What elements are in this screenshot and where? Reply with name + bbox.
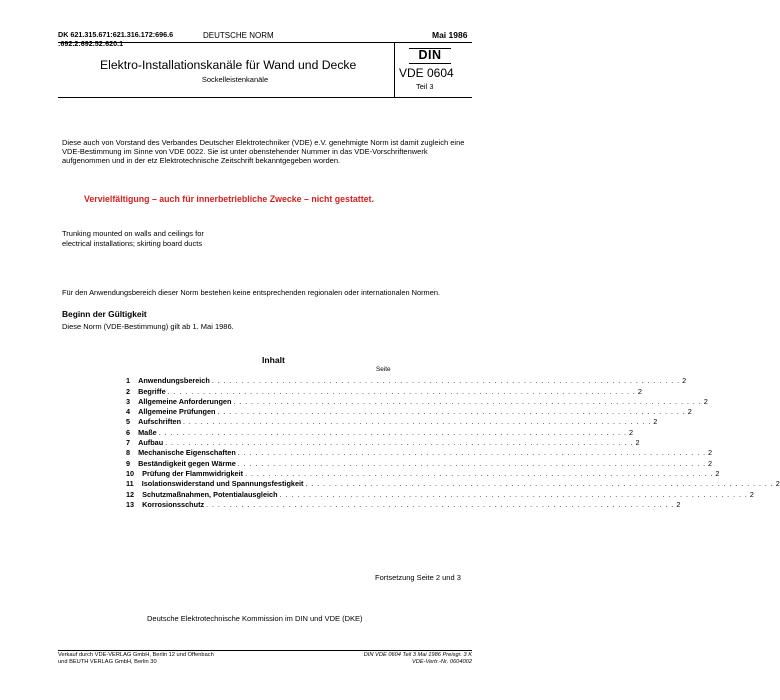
toc-entry — [126, 457, 713, 468]
toc-leader-dots: . . . . . . . . . . . . . . . . . . . . . . . . . . . . . . . . . . . . . . . . . . . . . . . . . . . . . . . . . . . . . . . . . . . . . . . . . . . . . . . . — [233, 398, 702, 406]
toc-entry — [126, 437, 640, 448]
toc-leader-dots: . . . . . . . . . . . . . . . . . . . . . . . . . . . . . . . . . . . . . . . . . . . . . . . . . . . . . . . . . . . . . . . . . . . . . . . . . . . . . . . . — [245, 470, 714, 478]
document-title: Elektro-Installationskanäle für Wand und Decke — [100, 58, 357, 72]
toc-entry — [126, 385, 642, 396]
toc-entry-page: 2 — [682, 376, 687, 386]
toc-entry-label: Schutzmaßnahmen, Potentialausgleich — [142, 489, 278, 499]
toc-leader-dots: . . . . . . . . . . . . . . . . . . . . . . . . . . . . . . . . . . . . . . . . . . . . . . . . . . . . . . . . . . . . . . . . . . . . . . . . . . . . . . . . — [165, 440, 634, 448]
toc-entry-label: Beständigkeit gegen Wärme — [138, 458, 236, 468]
toc-entry — [126, 375, 687, 386]
toc-entry-page: 2 — [749, 489, 754, 499]
toc-entry — [126, 416, 658, 427]
toc-entry-label: Maße — [138, 427, 157, 437]
toc-entry — [126, 499, 681, 509]
toc-entry-page: 2 — [635, 438, 640, 448]
toc-page-header: Seite — [376, 366, 391, 373]
toc-entry-label: Allgemeine Prüfungen — [138, 407, 216, 417]
vde-number: VDE 0604 — [399, 66, 454, 80]
toc-entry-label: Allgemeine Anforderungen — [138, 396, 232, 406]
toc-title: Inhalt — [262, 355, 285, 365]
toc-entry — [126, 478, 780, 489]
footer-publisher — [58, 652, 214, 666]
toc-entry-number: 1 — [126, 376, 131, 386]
toc-entry-number: 2 — [126, 386, 131, 396]
toc-entry-page: 2 — [715, 468, 720, 478]
footer-publisher-line-2: und BEUTH VERLAG GmbH, Berlin 30 — [58, 659, 157, 665]
toc-entry-number: 6 — [126, 427, 131, 437]
toc-list — [126, 375, 780, 509]
toc-entry-label: Begriffe — [138, 386, 166, 396]
footer-publisher-line-1: Verkauf durch VDE-VERLAG GmbH, Berlin 12 und Offenbach — [58, 652, 214, 658]
copy-warning: Vervielfältigung – auch für innerbetriebliche Zwecke – nicht gestattet. — [84, 194, 374, 204]
toc-entry — [126, 447, 713, 458]
toc-entry-label: Prüfung der Flammwidrigkeit — [142, 468, 244, 478]
toc-entry-page: 2 — [703, 396, 708, 406]
footer-reference-line-1: DIN VDE 0604 Teil 3 Mai 1986 Preisgr. 3 K — [363, 652, 472, 658]
din-logo: DIN — [409, 48, 451, 64]
dk-line-2: :692.2:692.52:620.1 — [58, 39, 124, 48]
toc-leader-dots: . . . . . . . . . . . . . . . . . . . . . . . . . . . . . . . . . . . . . . . . . . . . . . . . . . . . . . . . . . . . . . . . . . . . . . . . . . . . . . . . — [237, 450, 707, 458]
intro-paragraph: Diese auch von Vorstand des Verbandes Deutscher Elektrotechniker (VDE) e.V. genehmigte Norm ist damit zugleich eine VDE-Bestimmung im Sinne von VDE 0022. Sie ist unter obenstehender Nummer in das VDE-Vorschriftenwerk aufgenommen und in der etz Elektrotechnische Zeitschrift bekanntgegeben worden. — [62, 138, 465, 166]
toc-entry-number: 13 — [126, 499, 135, 509]
toc-entry-page: 2 — [628, 427, 634, 437]
toc-entry-page: 2 — [637, 386, 642, 396]
toc-entry-number: 7 — [126, 438, 131, 448]
validity-text: Diese Norm (VDE-Bestimmung) gilt ab 1. Mai 1986. — [62, 322, 234, 331]
toc-entry-page: 2 — [687, 407, 692, 417]
header-divider — [394, 42, 395, 97]
validity-heading: Beginn der Gültigkeit — [62, 309, 147, 319]
toc-entry-number: 3 — [126, 396, 131, 406]
toc-entry-number: 8 — [126, 448, 131, 458]
toc-leader-dots: . . . . . . . . . . . . . . . . . . . . . . . . . . . . . . . . . . . . . . . . . . . . . . . . . . . . . . . . . . . . . . . . . . . . . . . . . . . . . . . . — [183, 419, 652, 427]
footer-reference — [330, 652, 472, 666]
toc-entry-page: 2 — [708, 458, 713, 468]
continuation-note: Fortsetzung Seite 2 und 3 — [375, 573, 461, 582]
toc-entry — [126, 426, 634, 437]
toc-entry — [126, 488, 754, 499]
toc-entry-page: 2 — [708, 448, 713, 458]
toc-entry-label: Anwendungsbereich — [138, 376, 210, 386]
toc-entry-label: Aufbau — [138, 438, 164, 448]
toc-leader-dots: . . . . . . . . . . . . . . . . . . . . . . . . . . . . . . . . . . . . . . . . . . . . . . . . . . . . . . . . . . . . . . . . . . . . . . . . . . . . . . . . — [206, 501, 675, 509]
document-subtitle: Sockelleistenkanäle — [201, 75, 269, 84]
footer-divider — [58, 650, 472, 651]
footer-reference-line-2: VDE-Vertr.-Nr. 0604002 — [411, 659, 472, 665]
toc-entry-number: 4 — [126, 407, 131, 417]
toc-entry-page: 2 — [676, 499, 681, 509]
issue-date: Mai 1986 — [432, 30, 468, 40]
toc-leader-dots: . . . . . . . . . . . . . . . . . . . . . . . . . . . . . . . . . . . . . . . . . . . . . . . . . . . . . . . . . . . . . . . . . . . . . . . . . . . . . . . . — [237, 460, 707, 468]
toc-entry-number: 9 — [126, 458, 131, 468]
toc-entry-label: Aufschriften — [138, 417, 182, 427]
toc-entry-page: 2 — [775, 479, 780, 489]
toc-entry-number: 5 — [126, 417, 131, 427]
toc-leader-dots: . . . . . . . . . . . . . . . . . . . . . . . . . . . . . . . . . . . . . . . . . . . . . . . . . . . . . . . . . . . . . . . . . . . . . . . . . . . . . . . . — [158, 429, 627, 437]
scope-note: Für den Anwendungsbereich dieser Norm bestehen keine entsprechenden regionalen oder internationalen Normen. — [62, 288, 440, 297]
toc-entry-label: Korrosionsschutz — [142, 499, 205, 509]
toc-leader-dots: . . . . . . . . . . . . . . . . . . . . . . . . . . . . . . . . . . . . . . . . . . . . . . . . . . . . . . . . . . . . . . . . . . . . . . . . . . . . . . . . — [305, 481, 774, 489]
toc-entry — [126, 396, 708, 406]
toc-entry-number: 11 — [126, 479, 134, 489]
toc-entry-page: 2 — [653, 417, 658, 427]
toc-leader-dots: . . . . . . . . . . . . . . . . . . . . . . . . . . . . . . . . . . . . . . . . . . . . . . . . . . . . . . . . . . . . . . . . . . . . . . . . . . . . . . . . — [217, 409, 686, 417]
toc-entry — [126, 468, 720, 478]
dk-line-1: DK 621.315.671:621.316.172:696.6 — [58, 30, 174, 39]
part-number: Teil 3 — [416, 82, 434, 91]
english-title: Trunking mounted on walls and ceilings for electrical installations; skirting board ducts — [62, 229, 204, 248]
toc-leader-dots: . . . . . . . . . . . . . . . . . . . . . . . . . . . . . . . . . . . . . . . . . . . . . . . . . . . . . . . . . . . . . . . . . . . . . . . . . . . . . . . . — [211, 378, 681, 386]
toc-entry-number: 12 — [126, 489, 135, 499]
norm-type: DEUTSCHE NORM — [203, 31, 274, 40]
toc-entry-label: Mechanische Eigenschaften — [138, 448, 236, 458]
toc-entry-number: 10 — [126, 468, 135, 478]
committee-name: Deutsche Elektrotechnische Kommission im DIN und VDE (DKE) — [147, 614, 363, 623]
toc-leader-dots: . . . . . . . . . . . . . . . . . . . . . . . . . . . . . . . . . . . . . . . . . . . . . . . . . . . . . . . . . . . . . . . . . . . . . . . . . . . . . . . . — [279, 491, 748, 499]
toc-leader-dots: . . . . . . . . . . . . . . . . . . . . . . . . . . . . . . . . . . . . . . . . . . . . . . . . . . . . . . . . . . . . . . . . . . . . . . . . . . . . . . . . — [167, 388, 636, 396]
toc-entry-label: Isolationswiderstand und Spannungsfestigkeit — [141, 479, 304, 489]
toc-entry — [126, 406, 692, 417]
